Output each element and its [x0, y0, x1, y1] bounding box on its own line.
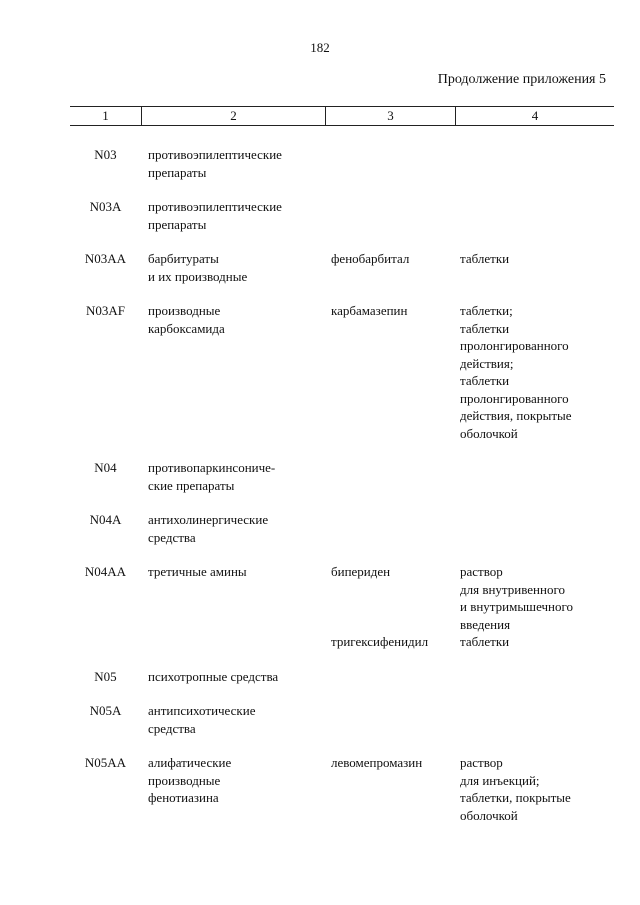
- dosage-form: таблетки: [460, 251, 510, 266]
- column-header-3: 3: [325, 107, 455, 125]
- dosage-form: [455, 198, 614, 233]
- drug-name: [325, 198, 455, 233]
- table-row: [70, 459, 614, 494]
- drug-group: третичные амины: [148, 564, 247, 579]
- page-number: 182: [310, 40, 330, 55]
- column-header-4: 4: [455, 107, 614, 125]
- drug-group: алифатические производные фенотиазина: [148, 755, 232, 805]
- table-row: [70, 250, 614, 285]
- drug-group: [141, 633, 325, 651]
- atc-code: N04A: [89, 512, 122, 527]
- atc-code: N03AA: [84, 251, 127, 266]
- drug-table: [70, 106, 614, 824]
- dosage-form: раствор для инъекций; таблетки, покрытые оболочкой: [460, 755, 571, 823]
- drug-name: [325, 702, 455, 737]
- column-header-1: 1: [102, 108, 109, 123]
- drug-group: барбитураты и их производные: [148, 251, 248, 284]
- table-row: [70, 146, 614, 181]
- dosage-form: [455, 459, 614, 494]
- drug-name: [325, 511, 455, 546]
- table-row: [70, 198, 614, 233]
- table-row: [70, 302, 614, 442]
- table-row: [70, 754, 614, 824]
- dosage-form: раствор для внутривенного и внутримышечного введения: [460, 564, 574, 632]
- drug-group: противопаркинсониче- ские препараты: [148, 460, 276, 493]
- continuation-title: Продолжение приложения 5: [437, 72, 606, 87]
- atc-code: [70, 633, 141, 651]
- atc-code: N05: [94, 668, 117, 684]
- atc-code: N03AF: [85, 303, 125, 318]
- drug-group: психотропные средства: [148, 668, 279, 684]
- table-row: [70, 563, 614, 633]
- table-header-row: [70, 106, 614, 126]
- dosage-form: таблетки: [460, 634, 510, 649]
- drug-name: [325, 668, 455, 686]
- drug-name: [325, 459, 455, 494]
- drug-name: карбамазепин: [331, 303, 408, 318]
- atc-code: N04: [94, 460, 117, 475]
- drug-name: тригексифенидил: [331, 634, 429, 649]
- dosage-form: [455, 668, 614, 686]
- column-header-2: 2: [141, 107, 325, 125]
- drug-name: фенобарбитал: [331, 251, 410, 266]
- table-row: [70, 633, 614, 651]
- dosage-form: [455, 702, 614, 737]
- drug-name: левомепромазин: [331, 755, 423, 770]
- drug-name: бипериден: [331, 564, 391, 579]
- drug-group: противоэпилептические препараты: [148, 147, 282, 180]
- drug-group: производные карбоксамида: [148, 303, 225, 336]
- atc-code: N05A: [89, 703, 122, 718]
- drug-group: противоэпилептические препараты: [148, 199, 282, 232]
- drug-name: [325, 146, 455, 181]
- drug-group: антихолинергические средства: [148, 512, 269, 545]
- dosage-form: [455, 511, 614, 546]
- drug-group: антипсихотические средства: [148, 703, 256, 736]
- atc-code: N03: [94, 147, 117, 162]
- table-row: [70, 511, 614, 546]
- atc-code: N04AA: [84, 564, 127, 579]
- atc-code: N03A: [89, 199, 122, 214]
- dosage-form: [455, 146, 614, 181]
- dosage-form: таблетки; таблетки пролонгированного действия; таблетки пролонгированного действия, покрытые оболочкой: [460, 303, 572, 441]
- table-row: [70, 668, 614, 686]
- table-row: [70, 702, 614, 737]
- atc-code: N05AA: [84, 755, 127, 770]
